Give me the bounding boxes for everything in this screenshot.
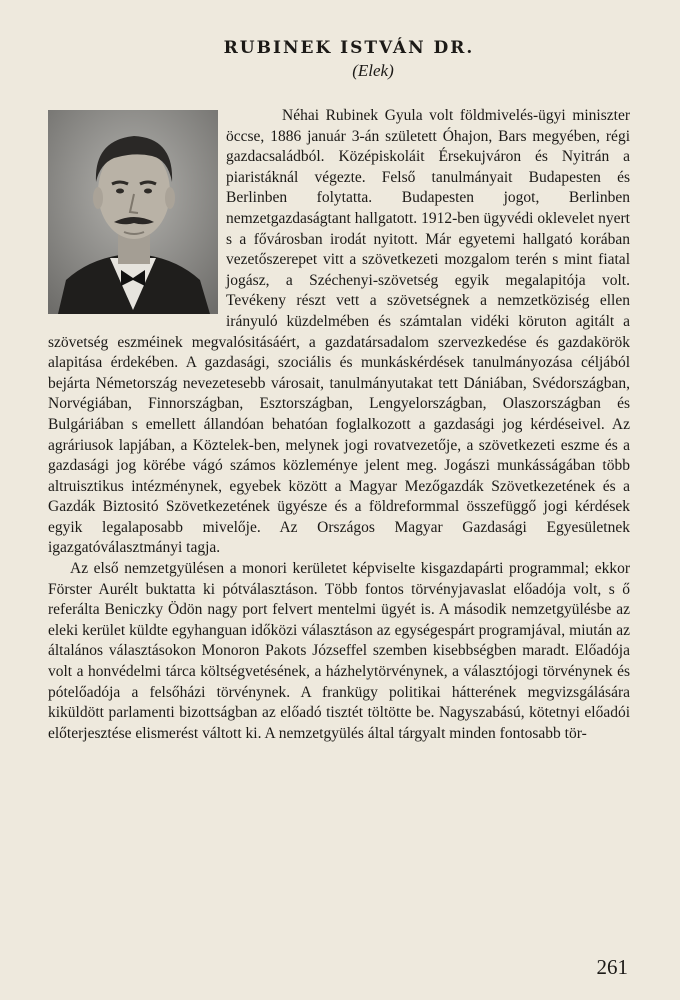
entry-header <box>0 38 680 81</box>
page-number: 261 <box>596 955 628 979</box>
biography-paragraph: Az első nemzetgyülésen a monori kerületet képviselte kisgazdapárti programmal; ekkor Förster Aurélt buktatta ki pótválasztáson. Több fontos törvényjavaslat előadója volt, s ő referálta Beniczky Ödön nagy port felvert mentelmi ügyét is. A második nemzetgyülésbe az eleki kerület küldte egyhanguan időközi választáson az egységespárt programjával, miután az általános választásokon Monoron Pakots Józseffel szemben kisebbségben maradt. Előadója volt a honvédelmi tárca költségvetésének, a házhelytörvénynek, a választójogi törvénynek és pótelőadója a felsőházi törvénynek. A frankügy politikai hátterének megvizsgálására kiküldött parlamenti bizottságban az előadó tisztét töltötte be. Nagyszabású, kötetnyi előadói előterjesztése elismerést váltott ki. A nemzetgyülés által tárgyalt minden fontosabb tör- <box>48 560 630 742</box>
biography-text <box>48 106 630 744</box>
biography-paragraph: Néhai Rubinek Gyula volt földmivelés-ügyi miniszter öccse, 1886 január 3-án született Óhajon, Bars megyében, régi gazdacsaládból. Középiskoláit Érsekujváron és Nyitrán a piaristáknál végezte. Felső tanulmányait Budapesten és Berlinben folytatta. Budapesten jogot, Berlinben nemzetgazdaságtant hallgatott. 1912-ben ügyvédi oklevelet nyert s a fővárosban irodát nyitott. Már egyetemi hallgató korában vezetőszerepet vitt a szövetkezeti mozgalom terén s mint fiatal jogász, a Széchenyi-szövetség egyik megalapitója volt. Tevékeny részt vett a szövetségnek a nemzetköziség ellen irányuló küzdelmében és számtalan vidéki köruton agitált a szövetség eszméinek megvalósitásáért, a gazdatársadalom szervezkedése és gazdakörök alapitása érdekében. A gazdasági, szociális és munkáskérdések tanulmányozása céljából bejárta Németország nevezetesebb városait, tanulmányutakat tett Dániában, Svédországban, Norvégiában, Finnországban, Esztországban, Lengyelországban, Olaszországban és Bulgáriában s emellett állandóan behatóan foglalkozott a gazdasági jog kérdéseivel. Az agráriusok lapjában, a Köztelek-ben, melynek jogi rovatvezetője, a szövetkezeti eszme és a gazdasági jog körébe vágó számos közleménye jelent meg. Jogászi munkásságában több altruisztikus intézménynek, egyebek között a Magyar Mezőgazdák Szövetkezetének és a Gazdák Biztositó Szövetkezetének ügyésze és a földreformmal összefüggő jogi kérdések egyik legalaposabb mivelője. Az Országos Magyar Gazdasági Egyesületnek igazgatóválasztmányi tagja. <box>48 107 630 557</box>
entry-name: RUBINEK ISTVÁN DR. <box>223 38 475 58</box>
entry-alias: (Elek) <box>352 61 394 80</box>
